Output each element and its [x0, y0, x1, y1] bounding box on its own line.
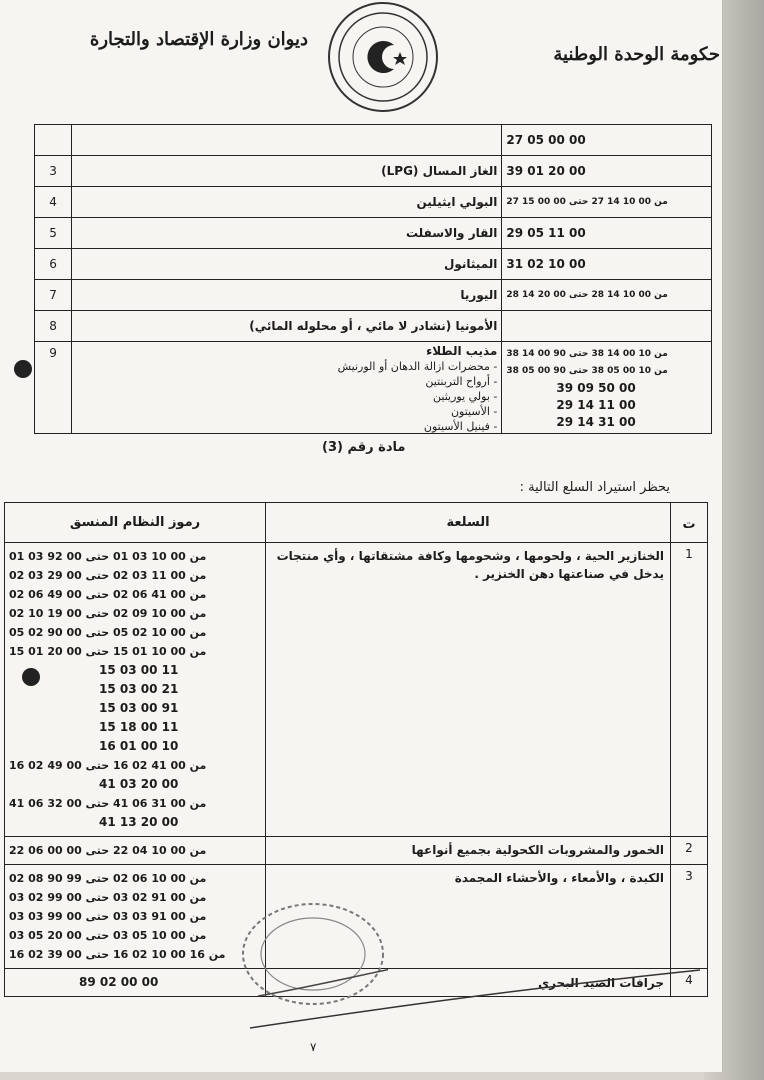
row-code: 29 14 11 00: [556, 398, 636, 412]
article-heading: مادة رقم (3): [322, 440, 406, 455]
table-row: [35, 156, 712, 187]
code-line: من 00 10 09 02 حتى 00 19 10 02: [9, 607, 207, 620]
table-row: [35, 218, 712, 249]
code-line: 15 03 00 11: [99, 663, 179, 677]
row-number: 3: [671, 865, 708, 969]
row-name: البولي ايثيلين: [72, 187, 502, 218]
row-code: من 10 00 14 38 حتى 90 00 14 38: [506, 349, 668, 359]
code-line: 15 03 00 91: [99, 701, 179, 715]
code-line: من 00 10 06 02 حتى 99 90 08 02: [9, 872, 207, 885]
row-name: الميثانول: [72, 249, 502, 280]
row-name: مذيب الطلاء: [426, 344, 498, 358]
table-row: [5, 837, 708, 865]
codes-cell: [5, 865, 266, 969]
commodity-cell: الخنازير الحية ، ولحومها ، وشحومها وكافة مشتقاتها ، وأي منتجات يدخل في صناعتها دهن الخنزير .: [266, 543, 671, 837]
header-item: السلعة: [266, 503, 671, 543]
commodity-cell: جرافات الصيد البحري: [266, 969, 671, 997]
codes-cell: [5, 969, 266, 997]
code-line: من 00 41 06 02 حتى 00 49 06 02: [9, 588, 207, 601]
code-line: من 00 10 02 05 حتى 00 90 02 05: [9, 626, 207, 639]
code-line: من 00 11 03 02 حتى 00 29 03 02: [9, 569, 207, 582]
header-num: ت: [671, 503, 708, 543]
chemicals-table: [34, 124, 712, 434]
row-name-cell: [72, 342, 502, 434]
sub-item: - فينيل الأسيتون: [423, 420, 498, 433]
table-row: [5, 543, 708, 837]
page-number: ٧: [310, 1040, 317, 1054]
code-line: من 00 10 05 03 حتى 00 20 05 03: [9, 929, 207, 942]
row-number: 4: [35, 187, 72, 218]
code-line: من 00 10 03 01 حتى 00 92 03 01: [9, 550, 207, 563]
row-name: الأمونيا (نشادر لا مائي ، أو محلوله المائي): [72, 311, 502, 342]
table-row: [35, 125, 712, 156]
punch-hole-icon: [22, 668, 40, 686]
code-line: 41 03 20 00: [99, 777, 179, 791]
row-name: القار والاسفلت: [72, 218, 502, 249]
signature-icon: [250, 960, 710, 1030]
punch-hole-icon: [14, 360, 32, 378]
code-line: 15 18 00 11: [99, 720, 179, 734]
code-line: 15 03 00 21: [99, 682, 179, 696]
code-line: من 00 91 03 03 حتى 00 99 03 03: [9, 910, 207, 923]
row-number: 4: [671, 969, 708, 997]
table-header-row: [5, 503, 708, 543]
row-code: 29 05 11 00: [502, 218, 712, 249]
sub-item: - الأسيتون: [450, 405, 498, 418]
row-number: 2: [671, 837, 708, 865]
sub-item: - أرواح التربنتين: [425, 375, 498, 388]
table-row: [35, 280, 712, 311]
codes-cell: [5, 837, 266, 865]
row-code: 27 05 00 00: [502, 125, 712, 156]
code-line: من 00 31 06 41 حتى 00 32 06 41: [9, 797, 207, 810]
table-row: [35, 187, 712, 218]
row-number: 9: [35, 342, 72, 434]
row-number: 6: [35, 249, 72, 280]
codes-cell: [5, 543, 266, 837]
code-line: 16 01 00 10: [99, 739, 179, 753]
row-code: 31 02 10 00: [502, 249, 712, 280]
row-code: [502, 311, 712, 342]
header-government-title: حكومة الوحدة الوطنية: [553, 44, 720, 65]
row-code: 39 09 50 00: [556, 381, 636, 395]
row-number: 7: [35, 280, 72, 311]
code-line: 89 02 00 00: [79, 975, 159, 989]
code-line: من 00 41 02 16 حتى 00 49 02 16: [9, 759, 207, 772]
code-line: من 00 10 01 15 حتى 00 20 01 15: [9, 645, 207, 658]
state-seal-icon: [322, 0, 444, 118]
commodity-cell: الكبدة ، والأمعاء ، والأحشاء المجمدة: [266, 865, 671, 969]
commodity-cell: الخمور والمشروبات الكحولية بجميع أنواعها: [266, 837, 671, 865]
row-number: 5: [35, 218, 72, 249]
row-code: 39 01 20 00: [502, 156, 712, 187]
header-codes: رموز النظام المنسق: [5, 503, 266, 543]
table-row: [35, 342, 712, 434]
row-name: [72, 125, 502, 156]
header-ministry-title: ديوان وزارة الإقتصاد والتجارة: [89, 29, 308, 50]
row-code: من 00 10 14 27 حتى 00 00 15 27: [502, 187, 712, 218]
row-number: [35, 125, 72, 156]
table-row: [35, 311, 712, 342]
intro-text: يحظر استيراد السلع التالية :: [519, 480, 670, 495]
code-line: من 00 10 04 22 حتى 00 00 06 22: [9, 844, 207, 857]
row-name: الغاز المسال (LPG): [72, 156, 502, 187]
row-number: 8: [35, 311, 72, 342]
table-row: [35, 249, 712, 280]
code-line: 41 13 20 00: [99, 815, 179, 829]
row-number: 3: [35, 156, 72, 187]
row-number: 1: [671, 543, 708, 837]
sub-item: - بولي يوريثين: [433, 390, 498, 403]
row-code: 29 14 31 00: [556, 415, 636, 429]
sub-item: - محضرات ازالة الدهان أو الورنيش: [337, 360, 498, 373]
code-line: من 16 00 10 02 16 حتى 00 39 02 16: [9, 948, 226, 961]
code-line: من 00 91 02 03 حتى 00 99 02 03: [9, 891, 207, 904]
row-code-cell: [502, 342, 712, 434]
row-code: من 10 00 05 38 حتى 90 00 05 38: [506, 366, 668, 376]
row-code: من 00 10 14 28 حتى 00 20 14 28: [502, 280, 712, 311]
row-name: اليوريا: [72, 280, 502, 311]
